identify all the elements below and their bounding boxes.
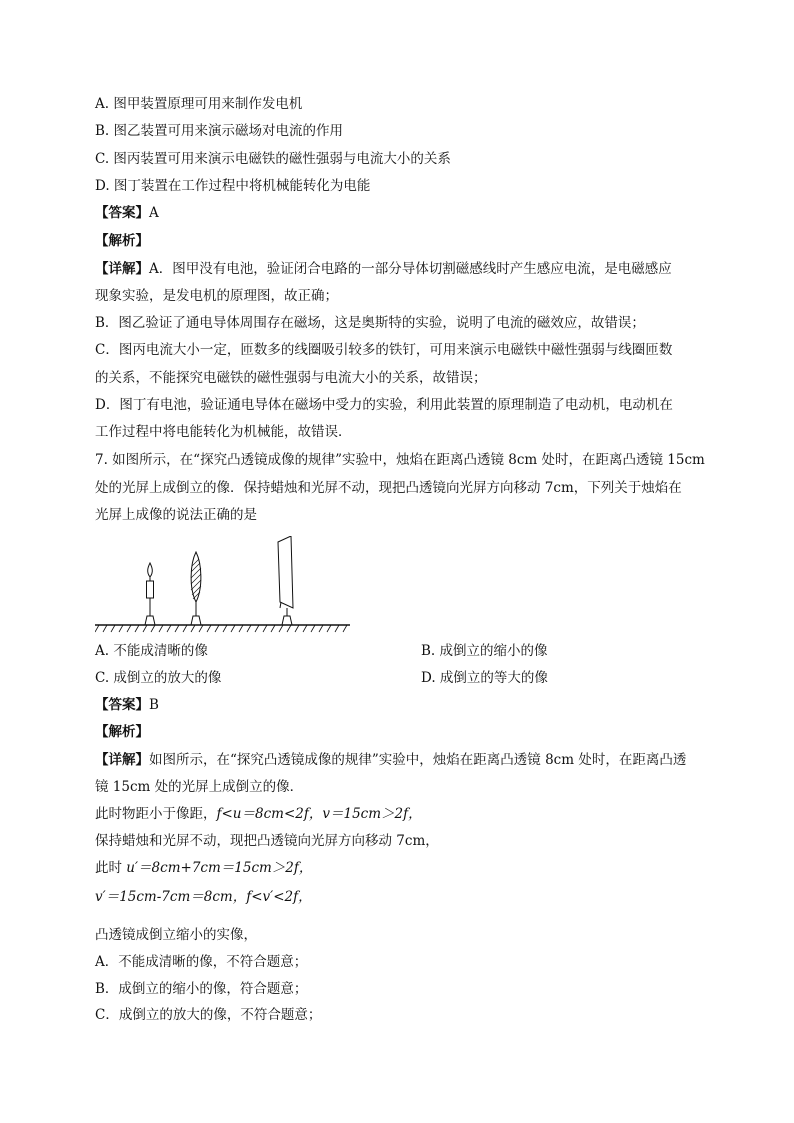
q6-detail-line-4: C．图丙电流大小一定，匝数多的线圈吸引较多的铁钉，可用来演示电磁铁中磁性强弱与线圈匝数 [95, 342, 673, 358]
q6-detail-line-1 [95, 260, 672, 278]
q7-detail-line-10: C．成倒立的放大的像，不符合题意； [95, 1007, 322, 1023]
q6-detail-line-7: 工作过程中将电能转化为机械能，故错误． [95, 424, 352, 440]
q7-detail-line-7: 凸透镜成倒立缩小的实像， [95, 927, 257, 943]
q7-answer [95, 696, 159, 714]
q6-option-d: D. 图丁装置在工作过程中将机械能转化为电能 [95, 178, 371, 194]
q6-detail-line-5: 的关系，不能探究电磁铁的磁性强弱与电流大小的关系，故错误； [95, 370, 487, 386]
formula: f<u＝8cm<2f，v＝15cm＞2f， [216, 806, 422, 822]
answer-value: A [149, 205, 159, 221]
q6-answer [95, 204, 159, 222]
q7-detail-line-8: A．不能成清晰的像，不符合题意； [95, 954, 308, 970]
q7-detail-line-5 [95, 859, 312, 877]
q7-analysis-tag [95, 723, 149, 741]
candle-icon [145, 563, 155, 625]
q7-detail-line-6 [95, 888, 312, 906]
q6-analysis-tag [95, 232, 149, 250]
detail-text: 此时物距小于像距， [95, 806, 217, 822]
q7-option-d: D. 成倒立的等大的像 [421, 670, 548, 686]
formula: u′＝8cm+7cm＝15cm＞2f， [126, 860, 313, 876]
q7-option-a: A. 不能成清晰的像 [95, 643, 208, 659]
q6-option-c: C. 图丙装置可用来演示电磁铁的磁性强弱与电流大小的关系 [95, 151, 451, 167]
answer-tag: 【答案】 [95, 205, 149, 221]
detail-tag: 【详解】 [95, 261, 149, 277]
q6-detail-line-2: 现象实验，是发电机的原理图，故正确； [95, 288, 338, 304]
q7-stem-line-3: 光屏上成像的说法正确的是 [95, 507, 257, 523]
q7-detail-line-1 [95, 751, 686, 769]
formula: v′＝15cm-7cm＝8cm，f<v′<2f， [95, 889, 312, 905]
bench-hatching [95, 625, 347, 632]
q7-detail-line-2: 镜 15cm 处的光屏上成倒立的像． [95, 779, 304, 795]
analysis-tag: 【解析】 [95, 233, 149, 249]
q7-detail-line-3 [95, 805, 422, 823]
screen-icon [278, 536, 293, 625]
detail-text: A．图甲没有电池，验证闭合电路的一部分导体切割磁感线时产生感应电流，是电磁感应 [149, 261, 672, 277]
q7-detail-line-9: B．成倒立的缩小的像，符合题意； [95, 981, 308, 997]
convex-lens-icon [191, 552, 201, 625]
q7-option-b: B. 成倒立的缩小的像 [421, 643, 548, 659]
detail-text: 此时 [95, 860, 127, 876]
q6-detail-line-3: B．图乙验证了通电导体周围存在磁场，这是奥斯特的实验，说明了电流的磁效应，故错误； [95, 315, 645, 331]
detail-text: 如图所示，在“探究凸透镜成像的规律”实验中，烛焰在距离凸透镜 8cm 处时，在距离凸透 [149, 752, 687, 768]
q7-detail-line-4: 保持蜡烛和光屏不动，现把凸透镜向光屏方向移动 7cm， [95, 833, 439, 849]
q7-stem-line-1: 7. 如图所示，在“探究凸透镜成像的规律”实验中，烛焰在距离凸透镜 8cm 处时，在距离凸透镜 15cm [95, 452, 705, 468]
analysis-tag: 【解析】 [95, 724, 149, 740]
q6-detail-line-6: D．图丁有电池，验证通电导体在磁场中受力的实验，利用此装置的原理制造了电动机，电动机在 [95, 397, 673, 413]
answer-value: B [149, 697, 159, 713]
q6-option-b: B. 图乙装置可用来演示磁场对电流的作用 [95, 123, 344, 139]
detail-tag: 【详解】 [95, 752, 149, 768]
q7-stem-line-2: 处的光屏上成倒立的像．保持蜡烛和光屏不动，现把凸透镜向光屏方向移动 7cm，下列关于烛焰在 [95, 480, 682, 496]
answer-tag: 【答案】 [95, 697, 149, 713]
q7-option-c: C. 成倒立的放大的像 [95, 670, 222, 686]
q6-option-a: A. 图甲装置原理可用来制作发电机 [95, 96, 303, 112]
optical-bench-figure [95, 536, 355, 636]
